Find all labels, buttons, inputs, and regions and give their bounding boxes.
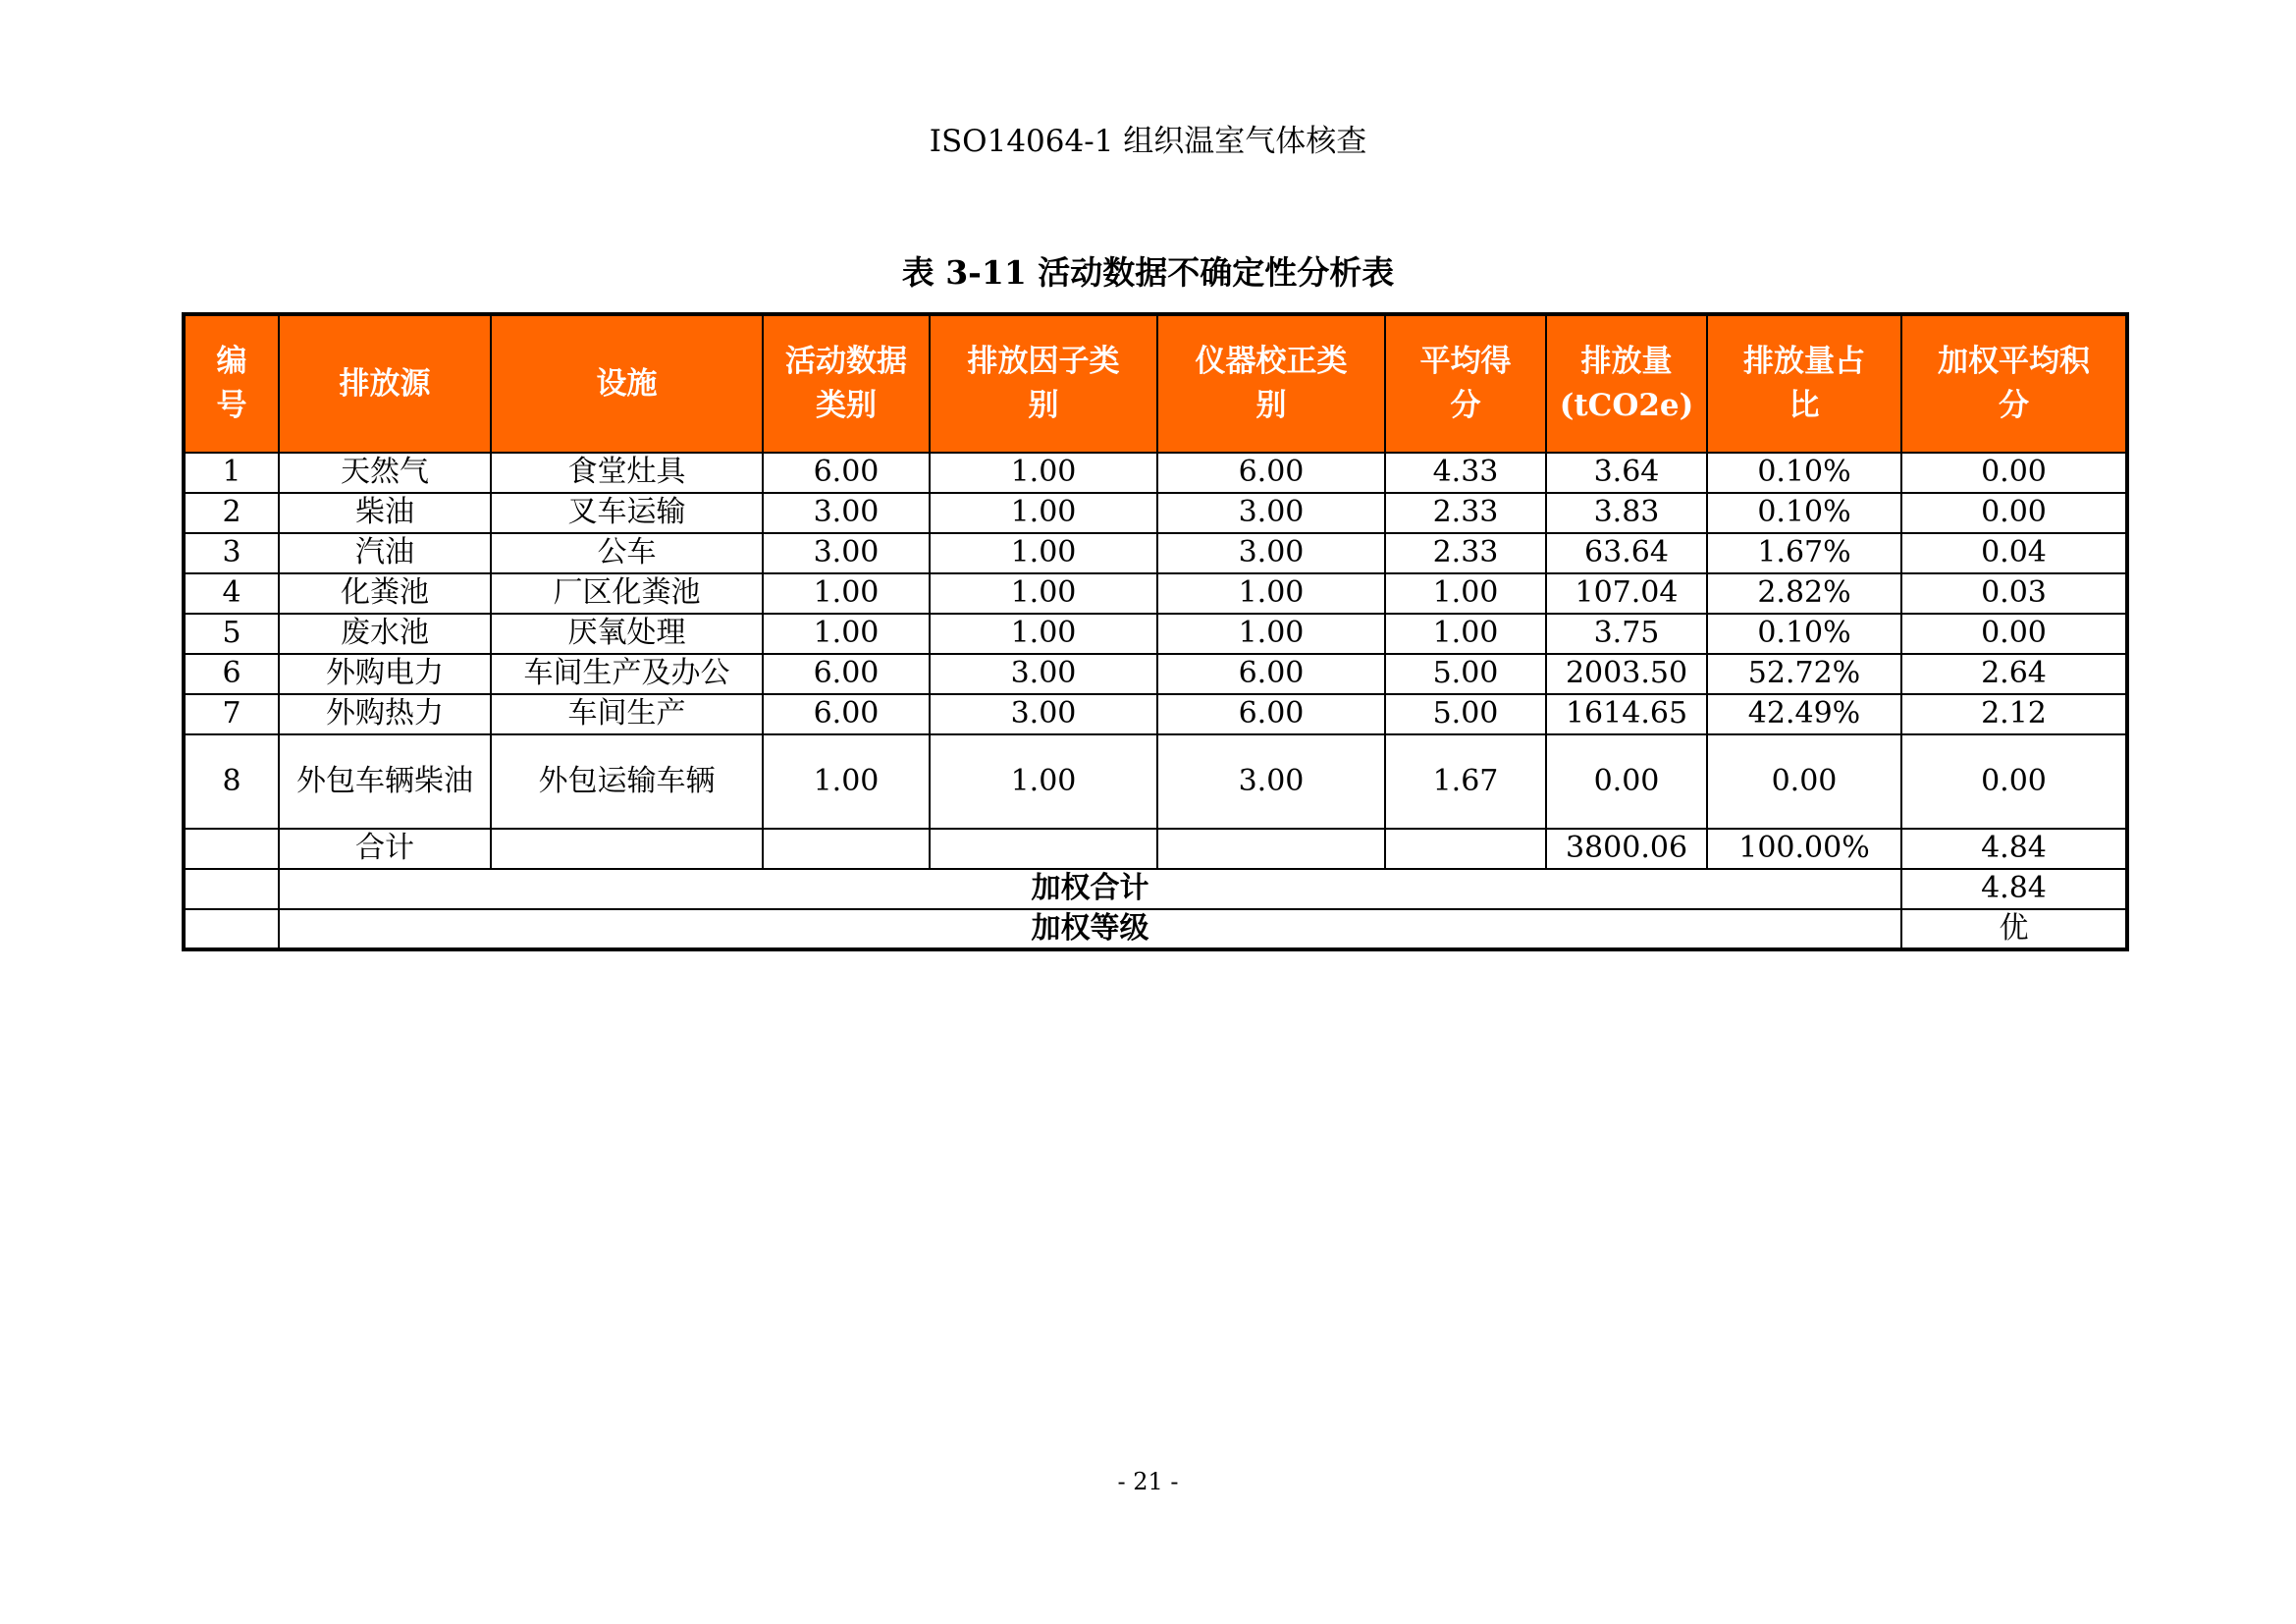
cell-factor: 1.00 <box>930 614 1157 654</box>
cell-share: 0.00 <box>1707 734 1901 829</box>
cell-no: 4 <box>184 573 279 614</box>
cell-emission: 107.04 <box>1546 573 1707 614</box>
cell-share: 1.67% <box>1707 533 1901 573</box>
cell-instrument: 3.00 <box>1157 493 1385 533</box>
table-row <box>184 694 2127 734</box>
total-share: 100.00% <box>1707 829 1901 869</box>
cell-weighted: 0.03 <box>1901 573 2127 614</box>
cell-no: 5 <box>184 614 279 654</box>
cell-no: 8 <box>184 734 279 829</box>
cell-avg: 1.67 <box>1385 734 1546 829</box>
cell-emission: 3.83 <box>1546 493 1707 533</box>
cell-factor: 1.00 <box>930 573 1157 614</box>
cell-facility: 外包运输车辆 <box>491 734 763 829</box>
col-header-average: 平均得 分 <box>1385 314 1546 453</box>
cell-emission: 0.00 <box>1546 734 1707 829</box>
cell-share: 0.10% <box>1707 614 1901 654</box>
cell-emission: 1614.65 <box>1546 694 1707 734</box>
cell-source: 外购电力 <box>279 654 491 694</box>
cell-weighted: 2.64 <box>1901 654 2127 694</box>
cell-factor: 1.00 <box>930 493 1157 533</box>
weighted-grade-value: 优 <box>1901 909 2127 949</box>
empty-cell <box>184 829 279 869</box>
cell-instrument: 3.00 <box>1157 533 1385 573</box>
empty-cell <box>184 869 279 909</box>
table-row <box>184 493 2127 533</box>
empty-cell <box>1385 829 1546 869</box>
empty-cell <box>491 829 763 869</box>
cell-weighted: 0.00 <box>1901 493 2127 533</box>
cell-facility: 车间生产 <box>491 694 763 734</box>
cell-instrument: 3.00 <box>1157 734 1385 829</box>
weighted-total-value: 4.84 <box>1901 869 2127 909</box>
cell-emission: 2003.50 <box>1546 654 1707 694</box>
cell-facility: 厌氧处理 <box>491 614 763 654</box>
cell-emission: 63.64 <box>1546 533 1707 573</box>
page-number: - 21 - <box>1117 1468 1179 1495</box>
cell-avg: 1.00 <box>1385 614 1546 654</box>
cell-avg: 5.00 <box>1385 654 1546 694</box>
col-header-factor: 排放因子类 别 <box>930 314 1157 453</box>
weighted-grade-label: 加权等级 <box>279 909 1901 949</box>
weighted-total-row <box>184 869 2127 909</box>
cell-factor: 1.00 <box>930 734 1157 829</box>
cell-facility: 厂区化粪池 <box>491 573 763 614</box>
cell-factor: 3.00 <box>930 654 1157 694</box>
cell-facility: 车间生产及办公 <box>491 654 763 694</box>
cell-avg: 4.33 <box>1385 453 1546 493</box>
cell-weighted: 0.00 <box>1901 453 2127 493</box>
cell-share: 2.82% <box>1707 573 1901 614</box>
empty-cell <box>763 829 930 869</box>
cell-source: 废水池 <box>279 614 491 654</box>
cell-factor: 3.00 <box>930 694 1157 734</box>
cell-source: 化粪池 <box>279 573 491 614</box>
total-label: 合计 <box>279 829 491 869</box>
cell-facility: 公车 <box>491 533 763 573</box>
cell-weighted: 0.04 <box>1901 533 2127 573</box>
cell-facility: 叉车运输 <box>491 493 763 533</box>
cell-source: 外包车辆柴油 <box>279 734 491 829</box>
cell-instrument: 6.00 <box>1157 694 1385 734</box>
cell-weighted: 0.00 <box>1901 614 2127 654</box>
cell-activity: 6.00 <box>763 453 930 493</box>
cell-activity: 6.00 <box>763 694 930 734</box>
cell-emission: 3.64 <box>1546 453 1707 493</box>
total-row <box>184 829 2127 869</box>
cell-activity: 1.00 <box>763 573 930 614</box>
cell-share: 52.72% <box>1707 654 1901 694</box>
table-row <box>184 453 2127 493</box>
table-row <box>184 533 2127 573</box>
cell-instrument: 1.00 <box>1157 573 1385 614</box>
cell-instrument: 1.00 <box>1157 614 1385 654</box>
cell-emission: 3.75 <box>1546 614 1707 654</box>
cell-share: 0.10% <box>1707 493 1901 533</box>
cell-weighted: 0.00 <box>1901 734 2127 829</box>
cell-avg: 1.00 <box>1385 573 1546 614</box>
cell-activity: 3.00 <box>763 533 930 573</box>
cell-source: 汽油 <box>279 533 491 573</box>
header-row <box>184 314 2127 453</box>
cell-avg: 5.00 <box>1385 694 1546 734</box>
cell-source: 柴油 <box>279 493 491 533</box>
weighted-total-label: 加权合计 <box>279 869 1901 909</box>
cell-no: 3 <box>184 533 279 573</box>
table-row <box>184 573 2127 614</box>
cell-share: 0.10% <box>1707 453 1901 493</box>
cell-activity: 6.00 <box>763 654 930 694</box>
col-header-activity: 活动数据 类别 <box>763 314 930 453</box>
cell-no: 7 <box>184 694 279 734</box>
col-header-instrument: 仪器校正类 别 <box>1157 314 1385 453</box>
col-header-share: 排放量占 比 <box>1707 314 1901 453</box>
empty-cell <box>184 909 279 949</box>
cell-avg: 2.33 <box>1385 493 1546 533</box>
total-weighted: 4.84 <box>1901 829 2127 869</box>
table-row <box>184 734 2127 829</box>
cell-activity: 3.00 <box>763 493 930 533</box>
empty-cell <box>930 829 1157 869</box>
uncertainty-table <box>182 312 2129 951</box>
table-row <box>184 654 2127 694</box>
weighted-grade-row <box>184 909 2127 949</box>
cell-source: 外购热力 <box>279 694 491 734</box>
table-title: 表 3-11 活动数据不确定性分析表 <box>901 253 1395 292</box>
page-header: ISO14064-1 组织温室气体核查 <box>929 124 1367 159</box>
cell-factor: 1.00 <box>930 533 1157 573</box>
cell-no: 6 <box>184 654 279 694</box>
cell-facility: 食堂灶具 <box>491 453 763 493</box>
table-row <box>184 614 2127 654</box>
cell-instrument: 6.00 <box>1157 453 1385 493</box>
col-header-emission: 排放量 (tCO2e) <box>1546 314 1707 453</box>
col-header-number: 编 号 <box>184 314 279 453</box>
col-header-facility: 设施 <box>491 314 763 453</box>
cell-activity: 1.00 <box>763 614 930 654</box>
cell-instrument: 6.00 <box>1157 654 1385 694</box>
total-emission: 3800.06 <box>1546 829 1707 869</box>
cell-activity: 1.00 <box>763 734 930 829</box>
cell-no: 1 <box>184 453 279 493</box>
cell-factor: 1.00 <box>930 453 1157 493</box>
col-header-weighted: 加权平均积 分 <box>1901 314 2127 453</box>
cell-source: 天然气 <box>279 453 491 493</box>
cell-share: 42.49% <box>1707 694 1901 734</box>
empty-cell <box>1157 829 1385 869</box>
col-header-source: 排放源 <box>279 314 491 453</box>
cell-weighted: 2.12 <box>1901 694 2127 734</box>
cell-avg: 2.33 <box>1385 533 1546 573</box>
cell-no: 2 <box>184 493 279 533</box>
